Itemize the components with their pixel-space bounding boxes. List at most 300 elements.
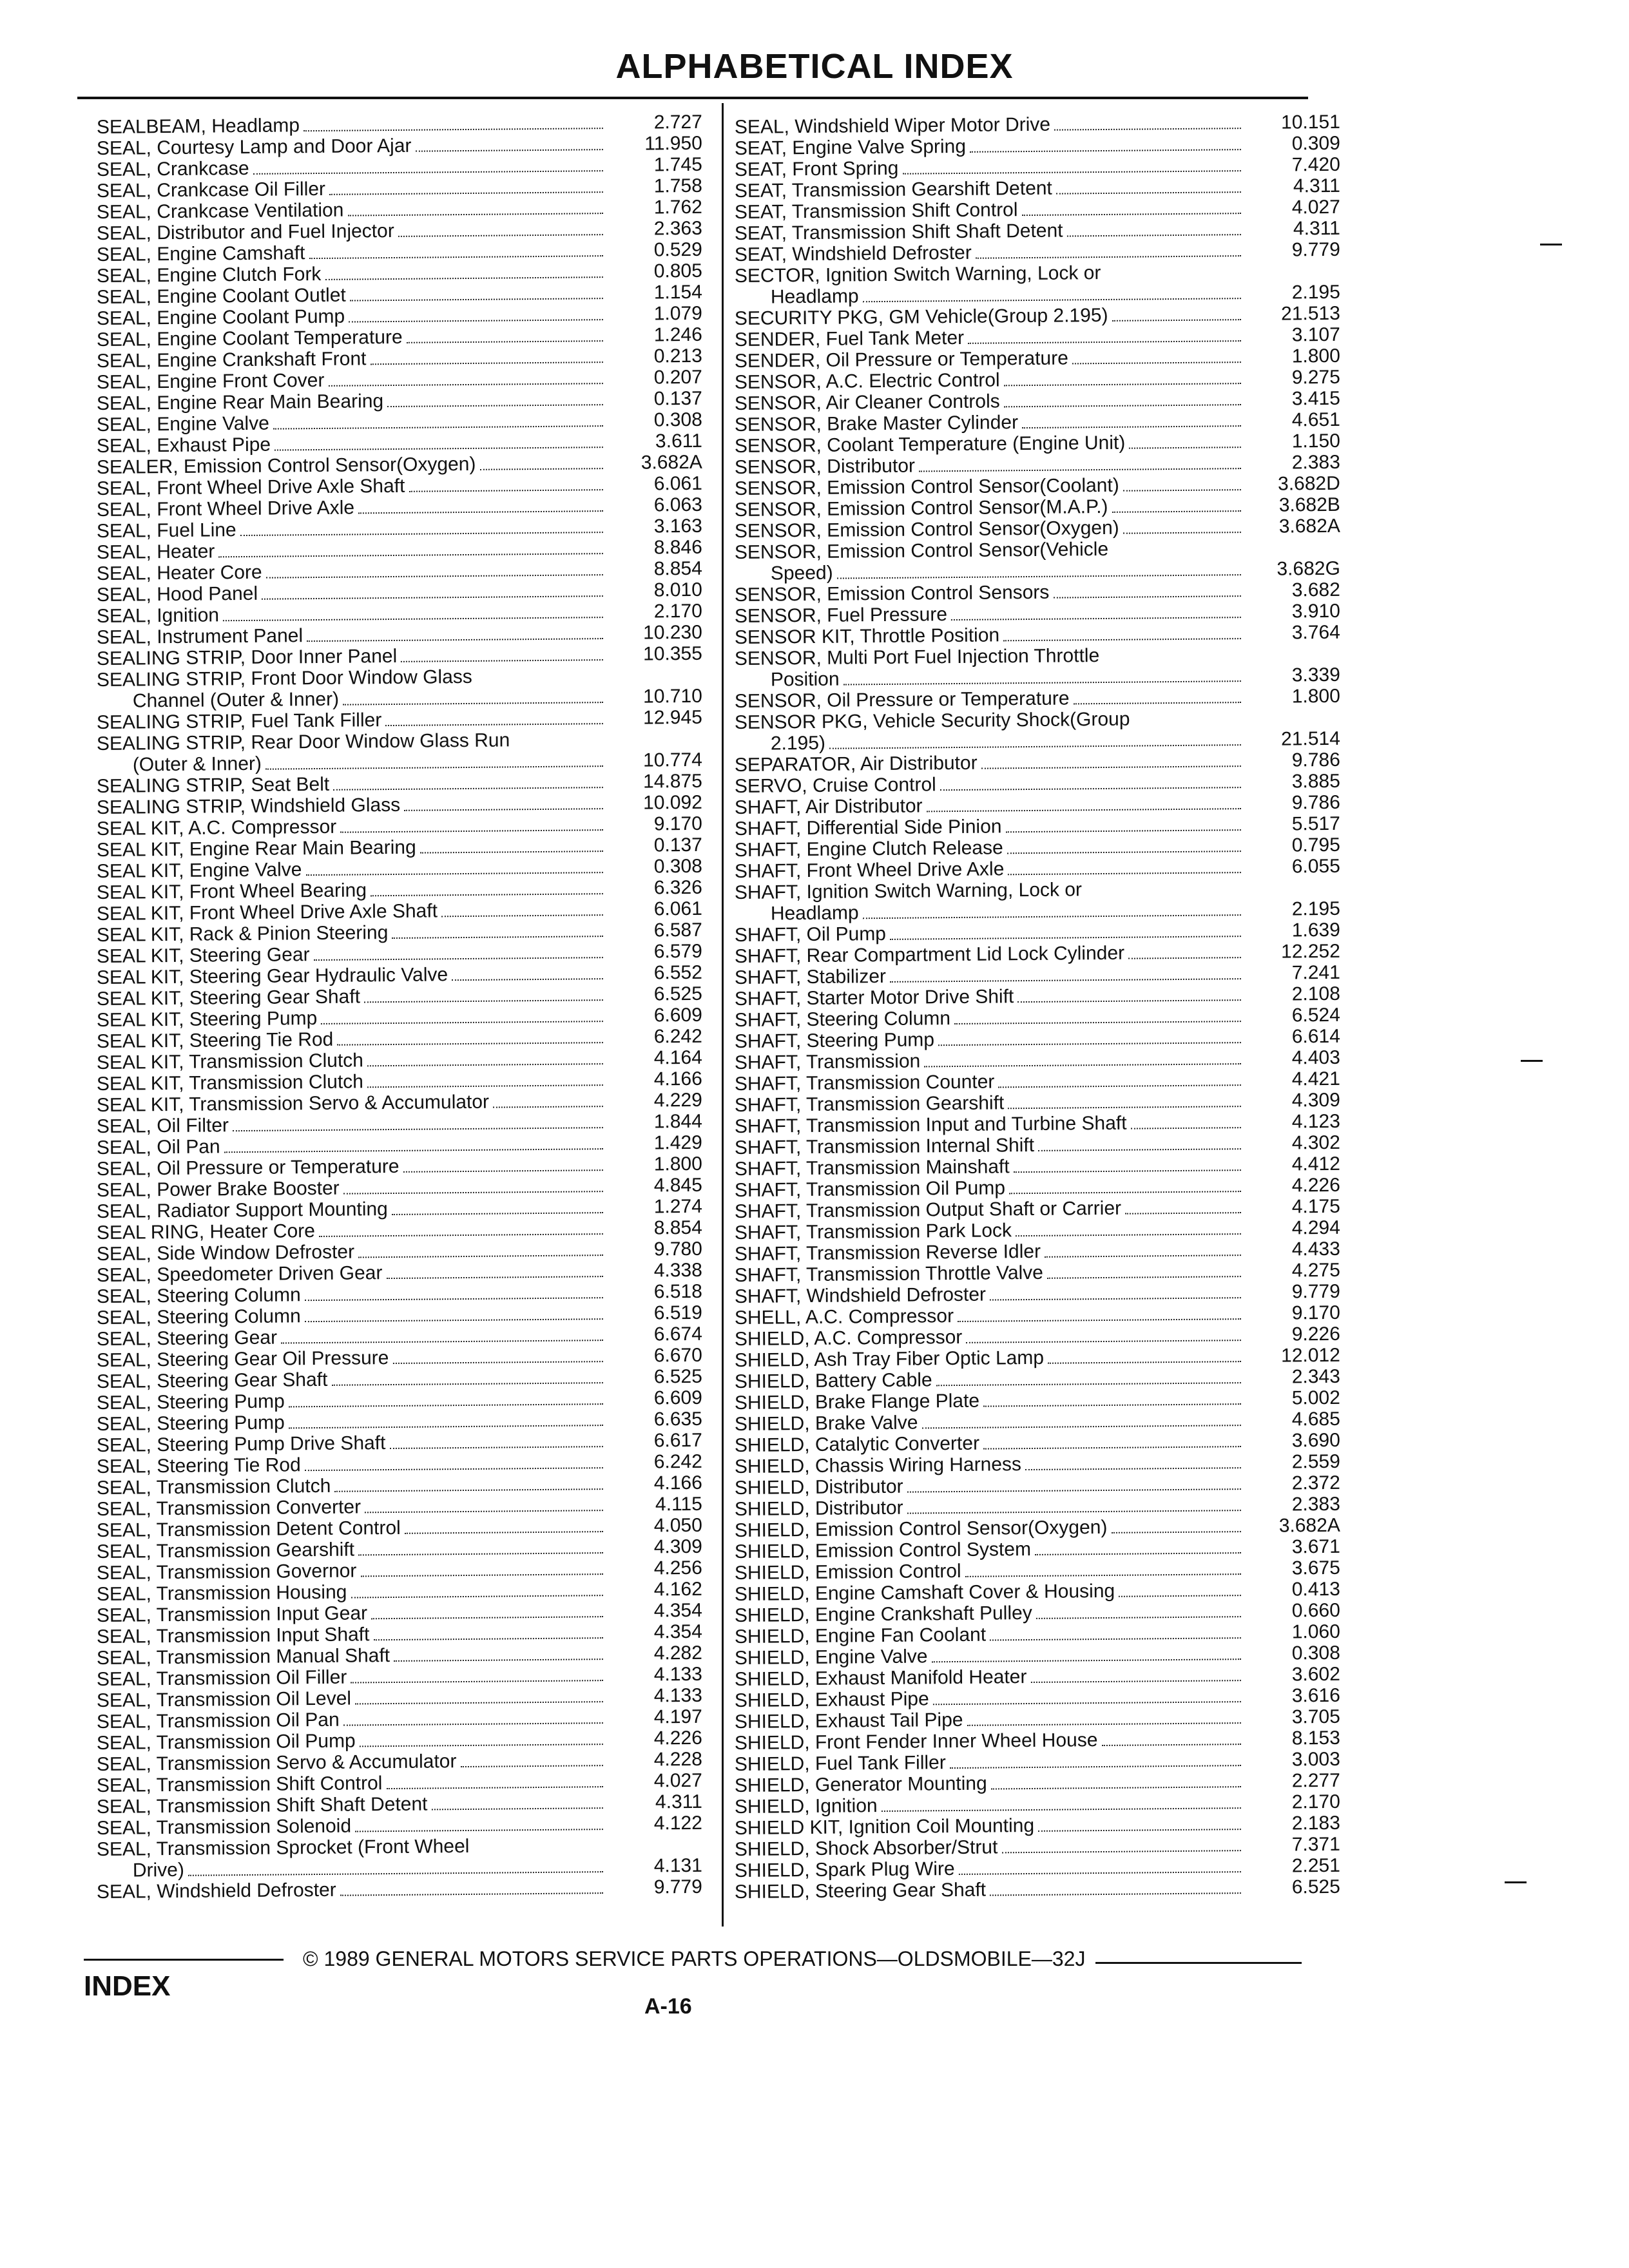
entry-name: SENSOR, Emission Control Sensors: [734, 581, 1050, 606]
entry-reference: 4.027: [653, 1769, 702, 1792]
dot-leader: [1125, 1212, 1241, 1215]
entry-name: SHAFT, Steering Column: [734, 1008, 951, 1031]
entry-reference: 10.151: [1280, 111, 1340, 133]
entry-name: Speed): [770, 562, 833, 584]
entry-name: SHIELD, Brake Valve: [734, 1412, 918, 1435]
dot-leader: [371, 1616, 603, 1619]
entry-name: SHIELD, Engine Camshaft Cover & Housing: [734, 1580, 1115, 1605]
entry-reference: 8.846: [653, 536, 702, 559]
entry-name: SEAL, Transmission Housing: [96, 1581, 347, 1605]
dot-leader: [305, 1318, 603, 1322]
entry-reference: 4.845: [653, 1174, 702, 1196]
entry-reference: 0.308: [653, 855, 702, 878]
dot-leader: [1022, 213, 1241, 216]
entry-name: SEAL, Front Wheel Drive Axle: [96, 497, 355, 521]
dot-leader: [1074, 702, 1241, 704]
dot-leader: [965, 1573, 1241, 1577]
entry-reference: 4.685: [1291, 1408, 1340, 1430]
dot-leader: [452, 978, 603, 981]
entry-name: SEAL, Oil Filter: [96, 1115, 229, 1137]
entry-name: SEAL KIT, Steering Gear Shaft: [96, 986, 361, 1010]
entry-name: SENSOR KIT, Throttle Position: [734, 624, 1000, 648]
dot-leader: [387, 404, 603, 407]
entry-name: SEAT, Front Spring: [734, 157, 899, 180]
dot-leader: [314, 957, 603, 961]
entry-reference: 3.675: [1291, 1557, 1340, 1579]
entry-reference: 4.229: [653, 1089, 702, 1111]
entry-reference: 0.413: [1291, 1578, 1340, 1600]
entry-name: SEAL, Steering Pump: [96, 1390, 285, 1414]
entry-reference: 4.162: [653, 1578, 702, 1600]
dot-leader: [1008, 1106, 1241, 1109]
dot-leader: [262, 595, 603, 600]
entry-reference: 4.228: [653, 1748, 702, 1771]
entry-reference: 2.195: [1291, 898, 1340, 920]
dot-leader: [976, 255, 1241, 259]
entry-name: SHAFT, Transmission Input and Turbine Shaft: [734, 1112, 1127, 1137]
dot-leader: [360, 1744, 603, 1747]
entry-name: SEAL, Transmission Manual Shaft: [96, 1645, 390, 1669]
entry-name: SHAFT, Engine Clutch Release: [734, 837, 1003, 861]
dot-leader: [1131, 1127, 1241, 1129]
entry-reference: 4.354: [653, 1599, 702, 1622]
entry-name: SEAL, Power Brake Booster: [96, 1177, 340, 1201]
dot-leader: [983, 1446, 1241, 1449]
entry-reference: 2.343: [1291, 1365, 1340, 1388]
entry-reference: 2.108: [1291, 983, 1340, 1005]
entry-name: SENSOR PKG, Vehicle Security Shock(Group: [734, 708, 1130, 733]
dot-leader: [337, 1042, 603, 1046]
entry-name: SHAFT, Transmission Reverse Idler: [734, 1240, 1041, 1265]
dot-leader: [309, 255, 602, 259]
entry-name: SEAL, Distributor and Fuel Injector: [96, 220, 394, 244]
dot-leader: [365, 1510, 603, 1513]
entry-name: SEAL, Transmission Oil Pan: [96, 1709, 340, 1733]
entry-name: SEALING STRIP, Windshield Glass: [96, 794, 401, 818]
dot-leader: [1003, 638, 1241, 641]
dot-leader: [347, 213, 602, 216]
entry-reference: 14.875: [642, 770, 702, 793]
entry-reference: 4.282: [653, 1642, 702, 1664]
dot-leader: [343, 1722, 603, 1726]
entry-reference: 3.764: [1291, 621, 1340, 644]
dot-leader: [1047, 1276, 1241, 1279]
entry-reference: 1.639: [1291, 919, 1340, 941]
entry-name: SEAL, Engine Valve: [96, 412, 269, 436]
dot-leader: [1128, 957, 1241, 959]
entry-reference: 9.779: [1291, 238, 1340, 261]
dot-leader: [863, 298, 1241, 302]
entry-reference: 0.805: [653, 260, 702, 282]
entry-name: Headlamp: [770, 902, 859, 925]
entry-name: SEAL, Transmission Input Gear: [96, 1602, 368, 1626]
dot-leader: [389, 1446, 602, 1449]
entry-reference: 0.529: [653, 238, 702, 261]
dot-leader: [289, 1403, 603, 1407]
dot-leader: [1112, 510, 1241, 513]
dot-leader: [479, 468, 602, 470]
dot-leader: [392, 936, 603, 939]
entry-reference: 4.123: [1291, 1110, 1340, 1133]
entry-reference: 7.371: [1291, 1833, 1340, 1856]
entry-reference: 12.945: [642, 706, 702, 729]
entry-name: SEAL, Transmission Input Shaft: [96, 1624, 370, 1648]
entry-name: SENDER, Fuel Tank Meter: [734, 327, 965, 351]
entry-reference: 0.207: [653, 366, 702, 389]
entry-reference: 3.682: [1291, 579, 1340, 601]
entry-name: SEAL, Transmission Governor: [96, 1560, 357, 1584]
dot-leader: [343, 702, 603, 706]
entry-name: SHAFT, Transmission Output Shaft or Carrier: [734, 1197, 1122, 1222]
dot-leader: [275, 447, 603, 450]
entry-name: Position: [770, 668, 840, 691]
entry-reference: 4.338: [653, 1259, 702, 1282]
entry-reference: 2.363: [653, 217, 702, 240]
entry-name: SEALING STRIP, Seat Belt: [96, 773, 330, 797]
entry-name: SEAL, Steering Gear Shaft: [96, 1369, 328, 1392]
entry-name: SEAL, Windshield Wiper Motor Drive: [734, 113, 1051, 138]
entry-reference: 0.137: [653, 387, 702, 410]
entry-reference: 0.213: [653, 345, 702, 367]
entry-reference: 1.844: [653, 1110, 702, 1133]
dot-leader: [360, 1573, 603, 1577]
dot-leader: [321, 1021, 603, 1024]
dot-leader: [188, 1871, 603, 1876]
entry-reference: 2.277: [1291, 1769, 1340, 1792]
footer-copyright: © 1989 GENERAL MOTORS SERVICE PARTS OPERATIONS—OLDSMOBILE—32J: [303, 1947, 1086, 1970]
entry-name: SEAL, Fuel Line: [96, 519, 236, 542]
entry-name: SEPARATOR, Air Distributor: [734, 752, 978, 776]
entry-reference: 1.758: [653, 175, 702, 197]
section-label: INDEX: [84, 1970, 171, 2002]
dot-leader: [1056, 191, 1241, 195]
dot-leader: [998, 1084, 1241, 1088]
dot-leader: [938, 1042, 1241, 1046]
dot-leader: [919, 468, 1241, 472]
entry-name: SEALER, Emission Control Sensor(Oxygen): [96, 453, 476, 478]
entry-name: SHAFT, Starter Motor Drive Shift: [734, 986, 1014, 1010]
dot-leader: [305, 872, 602, 876]
entry-name: SHIELD, Engine Crankshaft Pulley: [734, 1602, 1032, 1626]
dot-leader: [1038, 1148, 1241, 1151]
dot-leader: [325, 276, 602, 280]
entry-name: SHAFT, Oil Pump: [734, 923, 887, 946]
entry-reference: 4.050: [653, 1514, 702, 1537]
entry-name: SHIELD, Ash Tray Fiber Optic Lamp: [734, 1347, 1045, 1371]
entry-reference: 1.060: [1291, 1620, 1340, 1643]
entry-name: SHAFT, Rear Compartment Lid Lock Cylinder: [734, 942, 1125, 967]
entry-reference: 2.183: [1291, 1812, 1340, 1834]
dot-leader: [304, 128, 603, 131]
entry-name: SEAL, Exhaust Pipe: [96, 434, 271, 457]
entry-name: SENSOR, Fuel Pressure: [734, 604, 948, 627]
entry-reference: 3.682D: [1277, 472, 1340, 495]
dot-leader: [1045, 1254, 1241, 1258]
entry-name: SEALING STRIP, Rear Door Window Glass Run: [96, 729, 510, 754]
entry-name: SHAFT, Transmission Park Lock: [734, 1220, 1012, 1244]
dot-leader: [416, 149, 603, 152]
entry-name: SEAL KIT, Transmission Servo & Accumulator: [96, 1091, 490, 1116]
entry-name: SEALBEAM, Headlamp: [96, 115, 300, 138]
dot-leader: [1067, 234, 1241, 236]
entry-reference: 3.690: [1291, 1429, 1340, 1452]
entry-name: SEAL, Engine Clutch Fork: [96, 263, 322, 287]
dot-leader: [966, 1340, 1241, 1343]
dot-leader: [991, 1786, 1241, 1789]
entry-reference: 10.774: [642, 749, 702, 771]
margin-mark: [1505, 1881, 1527, 1883]
dot-leader: [364, 999, 603, 1003]
dot-leader: [253, 170, 603, 175]
entry-name: SHIELD, Shock Absorber/Strut: [734, 1836, 998, 1860]
dot-leader: [350, 298, 603, 301]
entry-reference: 3.616: [1291, 1684, 1340, 1707]
dot-leader: [1102, 1744, 1241, 1746]
entry-reference: 4.133: [653, 1663, 702, 1686]
entry-name: SEAL, Engine Rear Main Bearing: [96, 390, 384, 414]
column-divider: [722, 103, 724, 1927]
entry-name: SENSOR, Distributor: [734, 455, 916, 478]
dot-leader: [358, 1552, 603, 1555]
entry-reference: 1.154: [653, 281, 702, 303]
dot-leader: [933, 1701, 1241, 1705]
entry-name: SEAL, Transmission Clutch: [96, 1475, 331, 1499]
entry-reference: 10.355: [642, 642, 702, 665]
entry-name: SERVO, Cruise Control: [734, 774, 936, 797]
dot-leader: [932, 1658, 1241, 1662]
dot-leader: [954, 1021, 1241, 1024]
entry-name: SEAL KIT, Front Wheel Bearing: [96, 879, 367, 903]
dot-leader: [404, 808, 603, 811]
entry-reference: 21.514: [1280, 727, 1340, 750]
entry-reference: 3.163: [653, 515, 702, 537]
dot-leader: [951, 617, 1241, 620]
entry-reference: 4.166: [653, 1068, 702, 1090]
dot-leader: [940, 787, 1241, 791]
entry-reference: 4.302: [1291, 1131, 1340, 1154]
entry-name: SEAL, Crankcase Oil Filler: [96, 178, 326, 202]
dot-leader: [981, 765, 1241, 769]
dot-leader: [409, 489, 602, 492]
dot-leader: [907, 1488, 1241, 1493]
entry-name: SEAL, Engine Crankshaft Front: [96, 348, 367, 372]
dot-leader: [385, 723, 603, 726]
entry-name: SEAL, Speedometer Driven Gear: [96, 1262, 383, 1286]
dot-leader: [265, 765, 603, 770]
dot-leader: [990, 1637, 1241, 1640]
entry-reference: 8.153: [1291, 1727, 1340, 1749]
dot-leader: [1123, 489, 1241, 492]
entry-reference: 5.002: [1291, 1387, 1340, 1409]
entry-reference: 6.525: [653, 1365, 702, 1388]
dot-leader: [281, 1340, 603, 1343]
dot-leader: [386, 1276, 602, 1279]
entry-name: SENSOR, Emission Control Sensor(M.A.P.): [734, 495, 1108, 521]
entry-name: SEAL, Engine Camshaft: [96, 242, 305, 265]
entry-reference: 4.294: [1291, 1216, 1340, 1239]
dot-leader: [358, 510, 603, 514]
dot-leader: [1008, 872, 1241, 875]
entry-name: SHIELD KIT, Ignition Coil Mounting: [734, 1814, 1035, 1839]
entry-reference: 2.383: [1291, 451, 1340, 474]
dot-leader: [1119, 1595, 1241, 1597]
entry-reference: 10.092: [642, 791, 702, 814]
entry-name: SHIELD, Exhaust Pipe: [734, 1688, 929, 1711]
entry-name: SEAL, Transmission Oil Filler: [96, 1666, 347, 1690]
dot-leader: [218, 553, 603, 557]
entry-reference: 6.055: [1291, 855, 1340, 878]
entry-name: SEAL, Front Wheel Drive Axle Shaft: [96, 475, 405, 499]
dot-leader: [907, 1510, 1241, 1514]
dot-leader: [273, 425, 603, 429]
entry-name: SEAL, Heater: [96, 541, 215, 563]
dot-leader: [392, 1212, 603, 1215]
entry-name: SENSOR, Air Cleaner Controls: [734, 390, 1000, 414]
entry-name: SEAL KIT, Front Wheel Drive Axle Shaft: [96, 900, 438, 925]
dot-leader: [1072, 361, 1241, 364]
entry-name: SENSOR, Emission Control Sensor(Coolant): [734, 474, 1119, 499]
entry-name: SHAFT, Windshield Defroster: [734, 1283, 987, 1307]
dot-leader: [968, 340, 1241, 344]
entry-name: SEAL, Heater Core: [96, 561, 262, 584]
dot-leader: [371, 893, 603, 896]
entry-reference: 10.710: [642, 685, 702, 707]
entry-name: SEAT, Transmission Shift Shaft Detent: [734, 220, 1063, 244]
entry-name: SEAL, Crankcase Ventilation: [96, 199, 344, 223]
entry-name: SHAFT, Transmission Mainshaft: [734, 1156, 1010, 1180]
dot-leader: [334, 1488, 603, 1492]
dot-leader: [420, 850, 603, 853]
entry-name: SHIELD, Fuel Tank Filler: [734, 1752, 946, 1775]
entry-reference: 4.309: [1291, 1089, 1340, 1111]
entry-reference: 6.614: [1291, 1025, 1340, 1048]
entry-name: SHIELD, Front Fender Inner Wheel House: [734, 1729, 1098, 1754]
dot-leader: [305, 1467, 603, 1471]
entry-reference: 12.252: [1280, 940, 1340, 963]
entry-reference: 6.609: [653, 1004, 702, 1026]
entry-reference: 4.226: [1291, 1174, 1340, 1196]
entry-name: SEAL, Steering Tie Rod: [96, 1454, 301, 1477]
entry-name: SEAL, Steering Gear Oil Pressure: [96, 1347, 389, 1371]
title-rule: [77, 97, 1308, 99]
dot-leader: [983, 1403, 1241, 1407]
entry-reference: 1.079: [653, 302, 702, 325]
dot-leader: [958, 1318, 1241, 1322]
entry-reference: 5.517: [1291, 812, 1340, 835]
entry-name: SHIELD, Battery Cable: [734, 1369, 932, 1392]
entry-reference: 4.175: [1291, 1195, 1340, 1218]
entry-reference: 3.671: [1291, 1535, 1340, 1558]
dot-leader: [307, 638, 603, 642]
entry-name: SENSOR, Coolant Temperature (Engine Unit): [734, 432, 1126, 457]
entry-name: SHAFT, Transmission Counter: [734, 1071, 995, 1095]
entry-name: SHIELD, Distributor: [734, 1497, 903, 1520]
entry-name: SEAL, Transmission Oil Level: [96, 1687, 352, 1711]
entry-reference: 2.170: [1291, 1791, 1340, 1813]
entry-name: SHAFT, Ignition Switch Warning, Lock or: [734, 879, 1083, 903]
dot-leader: [340, 829, 603, 833]
entry-reference: 2.170: [653, 600, 702, 622]
entry-name: SHIELD, Brake Flange Plate: [734, 1390, 980, 1414]
dot-leader: [367, 1084, 603, 1088]
entry-reference: 6.617: [653, 1429, 702, 1452]
dot-leader: [1007, 850, 1241, 854]
entry-name: SHIELD, Distributor: [734, 1475, 903, 1499]
entry-reference: 4.275: [1291, 1259, 1340, 1282]
dot-leader: [305, 1297, 603, 1301]
dot-leader: [403, 1169, 603, 1173]
dot-leader: [355, 1829, 603, 1832]
entry-reference: 6.635: [653, 1408, 702, 1430]
entry-name: SHAFT, Differential Side Pinion: [734, 816, 1002, 840]
entry-name: SHAFT, Transmission: [734, 1050, 921, 1073]
entry-name: SEAL, Steering Column: [96, 1305, 301, 1329]
entry-name: SEAT, Engine Valve Spring: [734, 135, 967, 159]
dot-leader: [882, 1807, 1241, 1812]
index-column-right: [734, 111, 1340, 1903]
dot-leader: [343, 1191, 603, 1195]
dot-leader: [266, 574, 603, 579]
entry-reference: 6.063: [653, 494, 702, 516]
dot-leader: [1111, 1531, 1240, 1533]
entry-reference: 6.525: [1291, 1876, 1340, 1898]
margin-mark: [1540, 244, 1562, 245]
entry-reference: 4.311: [1293, 175, 1340, 197]
entry-name: SEAT, Windshield Defroster: [734, 242, 972, 265]
entry-reference: 9.786: [1291, 749, 1340, 771]
entry-reference: 3.705: [1291, 1706, 1340, 1728]
dot-leader: [1004, 404, 1241, 407]
entry-name: SEAL RING, Heater Core: [96, 1220, 316, 1244]
dot-leader: [224, 1148, 603, 1153]
entry-name: SHAFT, Front Wheel Drive Axle: [734, 858, 1005, 882]
entry-name: SEAL, Steering Column: [96, 1284, 301, 1307]
entry-reference: 6.674: [653, 1323, 702, 1345]
entry-name: SEAL, Transmission Solenoid: [96, 1815, 352, 1839]
footer-rule-right: [1095, 1962, 1302, 1964]
dot-leader: [837, 574, 1241, 579]
entry-reference: 3.003: [1291, 1748, 1340, 1771]
dot-leader: [340, 1892, 603, 1896]
entry-reference: 6.579: [653, 940, 702, 963]
entry-reference: 8.854: [653, 1216, 702, 1239]
entry-name: SEAL, Steering Pump: [96, 1412, 285, 1435]
dot-leader: [1112, 319, 1241, 322]
entry-name: SEAL, Transmission Sprocket (Front Wheel: [96, 1835, 470, 1860]
dot-leader: [319, 1233, 603, 1237]
entry-reference: 6.326: [653, 876, 702, 899]
entry-reference: 1.800: [653, 1153, 702, 1175]
entry-name: SENSOR, Emission Control Sensor(Vehicle: [734, 538, 1109, 563]
entry-name: SEAL, Transmission Shift Control: [96, 1773, 383, 1796]
dot-leader: [392, 1361, 602, 1364]
entry-name: SEAL, Transmission Oil Pump: [96, 1730, 356, 1754]
entry-name: SEAL, Steering Pump Drive Shaft: [96, 1432, 386, 1456]
entry-name: SEAL, Radiator Support Mounting: [96, 1198, 388, 1222]
entry-name: SHAFT, Transmission Oil Pump: [734, 1177, 1006, 1201]
dot-leader: [370, 361, 602, 365]
entry-reference: 8.854: [653, 557, 702, 580]
entry-reference: 4.651: [1291, 408, 1340, 431]
dot-leader: [373, 1637, 602, 1640]
dot-leader: [1123, 532, 1241, 534]
entry-name: SEAL KIT, A.C. Compressor: [96, 816, 337, 840]
entry-reference: 4.122: [653, 1812, 702, 1834]
dot-leader: [1038, 1829, 1241, 1832]
entry-name: SEAL, Engine Coolant Temperature: [96, 326, 403, 351]
dot-leader: [990, 1892, 1241, 1896]
entry-reference: 4.131: [653, 1854, 702, 1877]
